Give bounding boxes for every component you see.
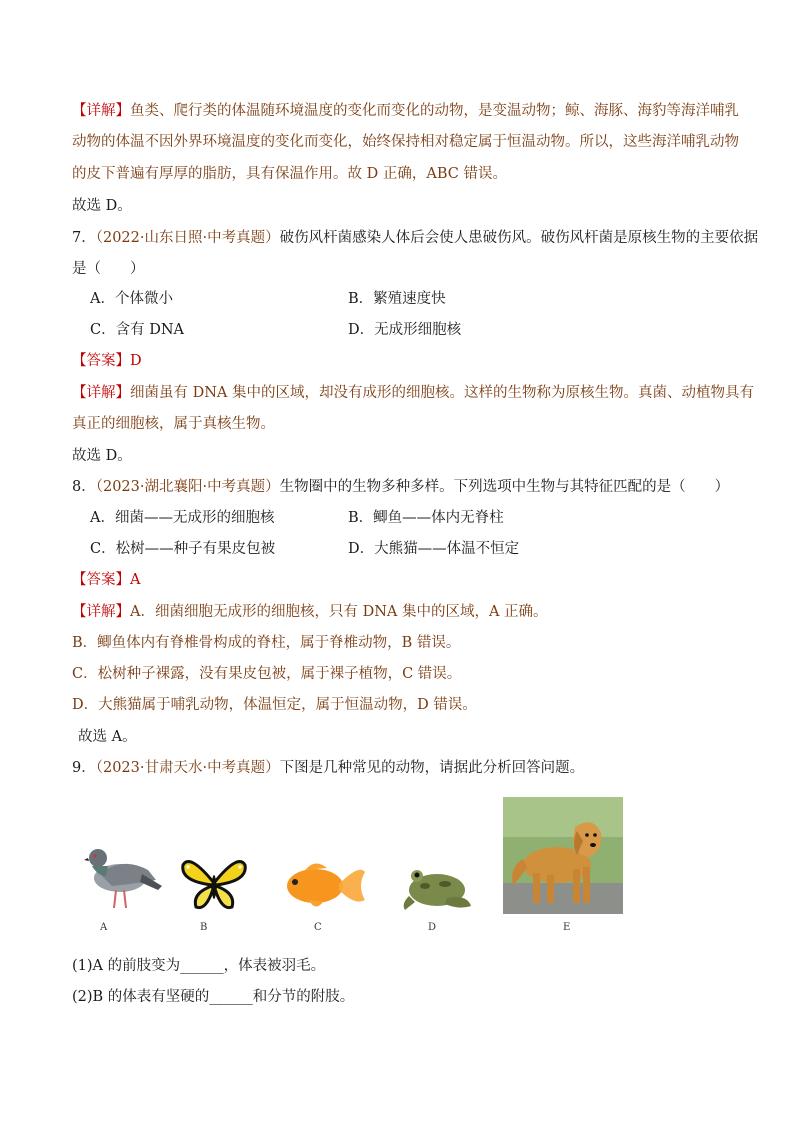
question-number: 7． bbox=[72, 230, 96, 246]
figure-label-c: C bbox=[314, 922, 322, 933]
q7-detail-line-2: 真正的细胞核，属于真核生物。 bbox=[72, 416, 275, 432]
question-number: 8． bbox=[72, 479, 96, 495]
q7-stem-line-1: 7．（2022·山东日照·中考真题）破伤风杆菌感染人体后会使人患破伤风。破伤风杆菌是原核生物的主要依据 bbox=[72, 230, 759, 246]
figure-label-d: D bbox=[428, 922, 437, 933]
q8-option-b: B．鲫鱼——体内无脊柱 bbox=[348, 510, 504, 526]
q8-conclusion: 故选 A。 bbox=[78, 729, 137, 745]
question-number: 9． bbox=[72, 760, 96, 776]
detail-tag: 【详解】 bbox=[72, 103, 130, 119]
q8-option-c: C．松树——种子有果皮包被 bbox=[90, 541, 276, 557]
q7-answer: 【答案】D bbox=[72, 353, 142, 369]
q8-detail-c: C．松树种子裸露，没有果皮包被，属于裸子植物，C 错误。 bbox=[72, 666, 462, 682]
q9-stem: 9．（2023·甘肃天水·中考真题）下图是几种常见的动物，请据此分析回答问题。 bbox=[72, 760, 585, 776]
q6-detail-line-3: 的皮下普遍有厚厚的脂肪，具有保温作用。故 D 正确，ABC 错误。 bbox=[72, 166, 507, 182]
q8-option-a: A．细菌——无成形的细胞核 bbox=[90, 510, 275, 526]
answer-tag: 【答案】 bbox=[72, 353, 130, 369]
detail-tag: 【详解】 bbox=[72, 604, 130, 620]
goldfish-illustration bbox=[275, 858, 367, 914]
golden-retriever-photo bbox=[503, 797, 623, 914]
q8-answer: 【答案】A bbox=[72, 572, 141, 588]
q6-detail-line-1: 【详解】鱼类、爬行类的体温随环境温度的变化而变化的动物，是变温动物；鲸、海豚、海豹等海洋哺乳 bbox=[72, 103, 739, 119]
q9-subquestion-1: (1)A 的前肢变为______，体表被羽毛。 bbox=[72, 958, 326, 974]
q7-option-c: C．含有 DNA bbox=[90, 322, 184, 338]
q7-conclusion: 故选 D。 bbox=[72, 448, 132, 464]
question-source: （2022·山东日照·中考真题） bbox=[95, 230, 280, 246]
q9-subquestion-2: (2)B 的体表有坚硬的______和分节的附肢。 bbox=[72, 989, 355, 1005]
frog-illustration bbox=[395, 858, 475, 916]
q7-detail-line-1: 【详解】细菌虽有 DNA 集中的区域，却没有成形的细胞核。这样的生物称为原核生物。真菌、动植物具有 bbox=[72, 385, 754, 401]
question-source: （2023·湖北襄阳·中考真题） bbox=[95, 479, 280, 495]
figure-label-e: E bbox=[563, 922, 571, 933]
q7-option-a: A．个体微小 bbox=[90, 291, 173, 307]
q7-option-d: D．无成形细胞核 bbox=[348, 322, 462, 338]
q8-option-d: D．大熊猫——体温不恒定 bbox=[348, 541, 520, 557]
q6-detail-line-2: 动物的体温不因外界环境温度的变化而变化，始终保持相对稳定属于恒温动物。所以，这些海洋哺乳动物 bbox=[72, 134, 739, 150]
q8-detail-a: 【详解】A．细菌细胞无成形的细胞核，只有 DNA 集中的区域，A 正确。 bbox=[72, 604, 548, 620]
detail-tag: 【详解】 bbox=[72, 385, 130, 401]
question-source: （2023·甘肃天水·中考真题） bbox=[95, 760, 280, 776]
figure-label-a: A bbox=[100, 922, 108, 933]
q7-option-b: B．繁殖速度快 bbox=[348, 291, 446, 307]
q8-detail-b: B．鲫鱼体内有脊椎骨构成的脊柱，属于脊椎动物，B 错误。 bbox=[72, 635, 461, 651]
q8-stem: 8．（2023·湖北襄阳·中考真题）生物圈中的生物多种多样。下列选项中生物与其特征匹配的是（ ） bbox=[72, 479, 730, 495]
q6-conclusion: 故选 D。 bbox=[72, 198, 132, 214]
butterfly-illustration bbox=[180, 855, 248, 913]
figure-label-b: B bbox=[200, 922, 208, 933]
pigeon-illustration bbox=[82, 836, 164, 914]
q7-stem-line-2: 是（ ） bbox=[72, 261, 145, 277]
answer-tag: 【答案】 bbox=[72, 572, 130, 588]
q8-detail-d: D．大熊猫属于哺乳动物，体温恒定，属于恒温动物，D 错误。 bbox=[72, 697, 477, 713]
